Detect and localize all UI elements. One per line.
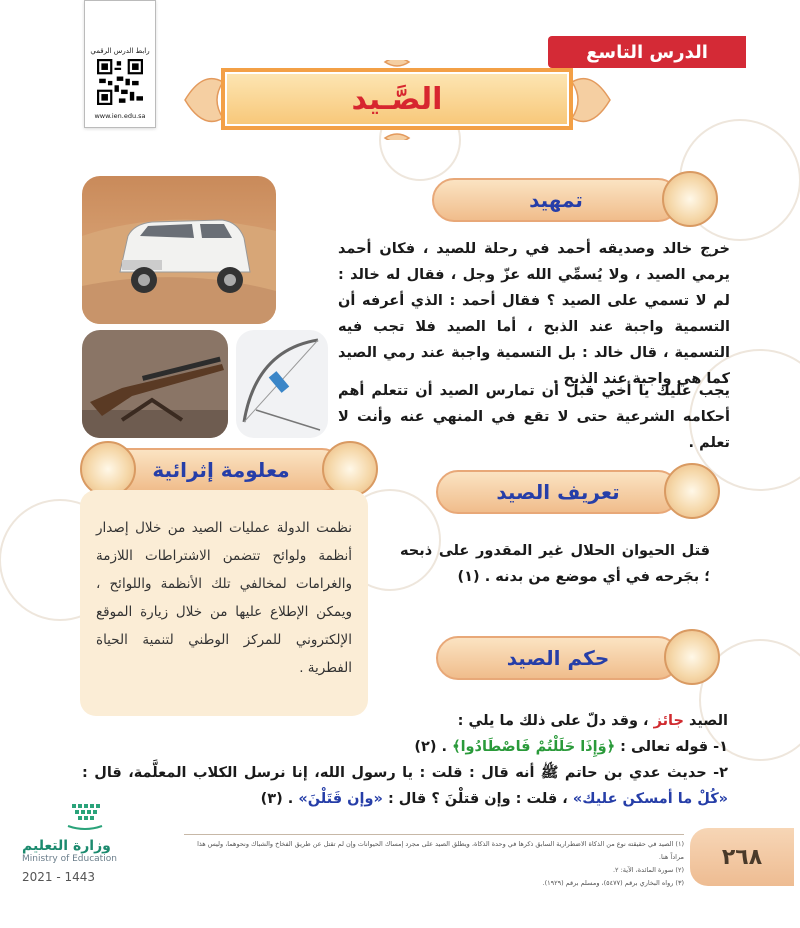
definition-text [400,538,710,590]
ruling-evidence-intro: ، وقد دلّ على ذلك ما يلي : [457,713,649,729]
hadith-quote-2: «وإن قَتَلْنَ» [298,791,383,807]
info-text: نظمت الدولة عمليات الصيد من خلال إصدار أنظمة ولوائح تتضمن الاشتراطات اللازمة والغرامات لمخالفي تلك الأنظمة واللوائح ، ويمكن الإطلاع عليها من خلال زيارة الموقع الإلكتروني للمركز الوطني لتنمية الحياة الفطرية . [96,520,352,676]
footnote-3: (٣) رواه البخاري برقم (٥٤٧٧)، ومسلم برقم (١٩٢٩). [542,879,684,887]
intro-medallion-icon [662,171,718,227]
ruling-verdict: جائز [653,713,684,729]
lesson-number-tag: الدرس التاسع [548,36,746,68]
intro-header-label: تمهيد [529,188,583,212]
ruling-item-2 [82,760,728,812]
intro-paragraph-2: يجب عليك يا أخي قبل أن تمارس الصيد أن تتعلم أهم أحكامه الشرعية حتى لا تقع في المنهي عنه وأنت لا تعلم . [338,383,730,451]
ministry-name-ar: وزارة التعليم [22,838,111,854]
definition-medallion-icon [664,463,720,519]
info-right-medallion-icon [322,441,378,497]
ministry-name-en: Ministry of Education [22,854,117,864]
ruling-item-2-ref: . (٣) [260,791,294,807]
info-left-medallion-icon [80,441,136,497]
ruling-item-2-lead: ٢- حديث عدي بن حاتم ﷺ أنه قال : قلت : يا رسول الله، إنا نرسل الكلاب المعلَّمة، قال : [82,765,728,781]
ruling-item-1 [82,734,728,760]
definition-header [436,470,680,514]
page-title: الصَّـيد [351,81,443,117]
footnote-divider [184,834,684,835]
intro-paragraph: خرج خالد وصديقه أحمد في رحلة للصيد ، فكان أحمد يرمي الصيد ، ولا يُسمِّي الله عزّ وجل ، فقال له خالد : لم لا تسمي على الصيد ؟ فقال أحمد : الذي أعرفه أن التسمية واجبة عند الذبح ، أما الصيد فلا تجب فيه التسمية ، قال خالد : بل التسمية واجبة عند رمي الصيد كما هي واجبة عند الذبح . [338,241,730,387]
qr-code-box[interactable] [84,0,156,128]
intro-header [432,178,680,222]
ruling-item-1-lead: ١- قوله تعالى : [620,739,728,755]
car-photo [82,176,276,324]
footnote-1: (١) الصيد في حقيقته نوع من الذكاة الاضطرارية السابق ذكرها في وحدة الذكاة، ويطلق الصيد على مجرد إمساك الحيوانات وإن لم تقتل عن طريق الفخاخ والشباك ونحوهما، وليس هذا مراداً هنا. [197,840,684,861]
rifle-photo [82,330,228,438]
info-header-label: معلومة إثرائية [152,458,290,482]
hadith-quote-1: «كُلْ ما أمسكن عليك» [572,791,728,807]
definition-body: قتل الحيوان الحلال غير المقدور على ذبحه ؛ بجَرحه في أي موضع من بدنه . [400,543,710,585]
ruling-line-1 [82,708,728,734]
ruling-text [82,708,728,812]
ruling-subject: الصيد [689,713,728,729]
info-box [80,490,368,716]
ruling-medallion-icon [664,629,720,685]
ruling-item-2-mid: ، قلت : وإن قتلْنَ ؟ قال : [387,791,568,807]
definition-ref: (١) [457,569,480,585]
bow-photo [236,330,328,438]
quran-verse: ﴿وَإِذَا حَلَلْتُمْ فَاصْطَادُوا﴾ [452,739,616,755]
ministry-logo [22,800,132,884]
footnotes [184,838,684,890]
ruling-header-label: حكم الصيد [506,646,610,670]
qr-code-icon[interactable] [97,59,143,105]
edition-year: 2021 - 1443 [22,870,96,884]
ruling-header [436,636,680,680]
qr-label: رابط الدرس الرقمي [90,47,150,55]
footnote-2: (٢) سورة المائدة، الآية: ٢. [612,866,684,874]
definition-header-label: تعريف الصيد [496,480,620,504]
title-banner [175,60,620,140]
ministry-emblem-icon [22,800,112,834]
page-number: ٢٦٨ [690,828,794,886]
title-box [221,68,573,130]
ruling-item-1-ref: . (٢) [414,739,448,755]
qr-url[interactable]: www.ien.edu.sa [94,112,146,120]
